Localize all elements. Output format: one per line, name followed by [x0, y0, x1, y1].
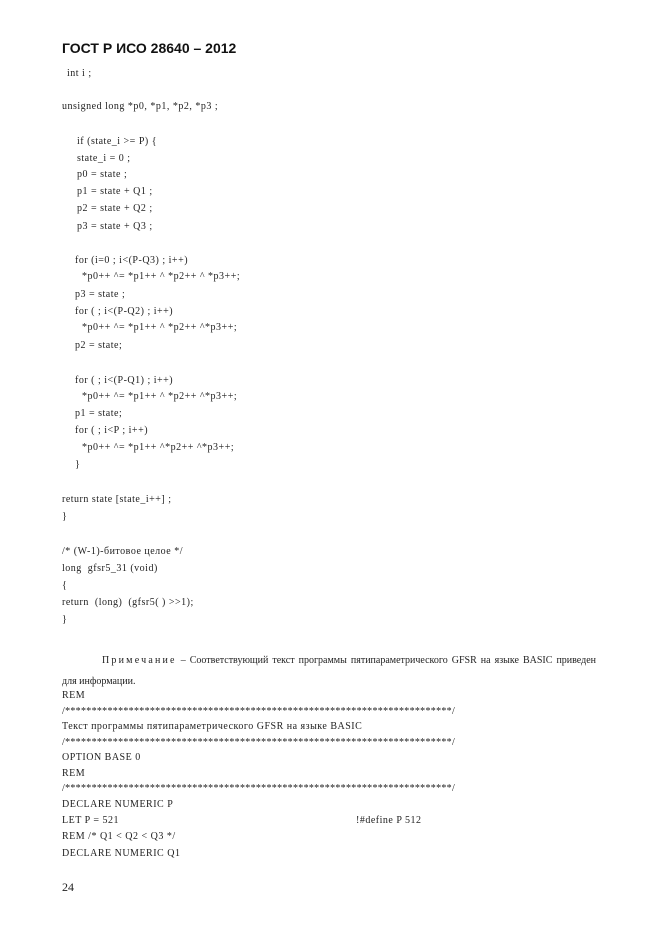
basic-line: LET P = 521	[62, 815, 119, 826]
code-line: unsigned long *p0, *p1, *p2, *p3 ;	[62, 101, 219, 112]
code-line: p2 = state + Q2 ;	[77, 203, 153, 214]
basic-line: OPTION BASE 0	[62, 752, 141, 763]
code-line: /* (W-1)-битовое целое */	[62, 546, 183, 557]
code-line: *p0++ ^= *p1++ ^ *p2++ ^*p3++;	[82, 391, 238, 402]
note-label: Примечание	[102, 655, 177, 666]
code-line: p2 = state;	[75, 340, 123, 351]
code-line: for ( ; i<P ; i++)	[75, 425, 149, 436]
code-line: state_i = 0 ;	[77, 153, 131, 164]
basic-line: DECLARE NUMERIC Q1	[62, 848, 181, 859]
code-line: p3 = state ;	[75, 289, 126, 300]
code-line: p1 = state + Q1 ;	[77, 186, 153, 197]
basic-comment-border: /*************************************************************************/	[62, 783, 456, 794]
basic-line: DECLARE NUMERIC P	[62, 799, 174, 810]
code-line: if (state_i >= P) {	[77, 136, 158, 147]
code-line: }	[75, 459, 81, 470]
code-line: *p0++ ^= *p1++ ^*p2++ ^*p3++;	[82, 442, 235, 453]
code-line: p1 = state;	[75, 408, 123, 419]
code-line: p0 = state ;	[77, 169, 128, 180]
basic-line: REM	[62, 768, 86, 779]
note-paragraph	[62, 650, 596, 692]
code-line: }	[62, 511, 68, 522]
code-line: long gfsr5_31 (void)	[62, 563, 158, 574]
basic-line: REM	[62, 690, 86, 701]
document-header: ГОСТ Р ИСО 28640 – 2012	[62, 40, 237, 56]
code-line: p3 = state + Q3 ;	[77, 221, 153, 232]
code-line: for ( ; i<(P-Q2) ; i++)	[75, 306, 174, 317]
code-line: int i ;	[67, 68, 92, 79]
code-line: }	[62, 614, 68, 625]
code-line: return (long) (gfsr5( ) >>1);	[62, 597, 194, 608]
basic-line: Текст программы пятипараметрического GFSR на языке BASIC	[62, 721, 363, 732]
note-text: – Соответствующий текст программы пятипараметрического GFSR на языке BASIC приведен для информации.	[62, 655, 596, 687]
page-number: 24	[62, 880, 74, 894]
basic-comment-border: /*************************************************************************/	[62, 706, 456, 717]
code-line: {	[62, 580, 68, 591]
code-line: for (i=0 ; i<(P-Q3) ; i++)	[75, 255, 189, 266]
basic-line: REM /* Q1 < Q2 < Q3 */	[62, 831, 176, 842]
basic-comment-border: /*************************************************************************/	[62, 737, 456, 748]
code-line: *p0++ ^= *p1++ ^ *p2++ ^ *p3++;	[82, 271, 241, 282]
code-line: for ( ; i<(P-Q1) ; i++)	[75, 375, 174, 386]
code-line: return state [state_i++] ;	[62, 494, 172, 505]
basic-line: !#define P 512	[356, 815, 422, 826]
code-line: *p0++ ^= *p1++ ^ *p2++ ^*p3++;	[82, 322, 238, 333]
